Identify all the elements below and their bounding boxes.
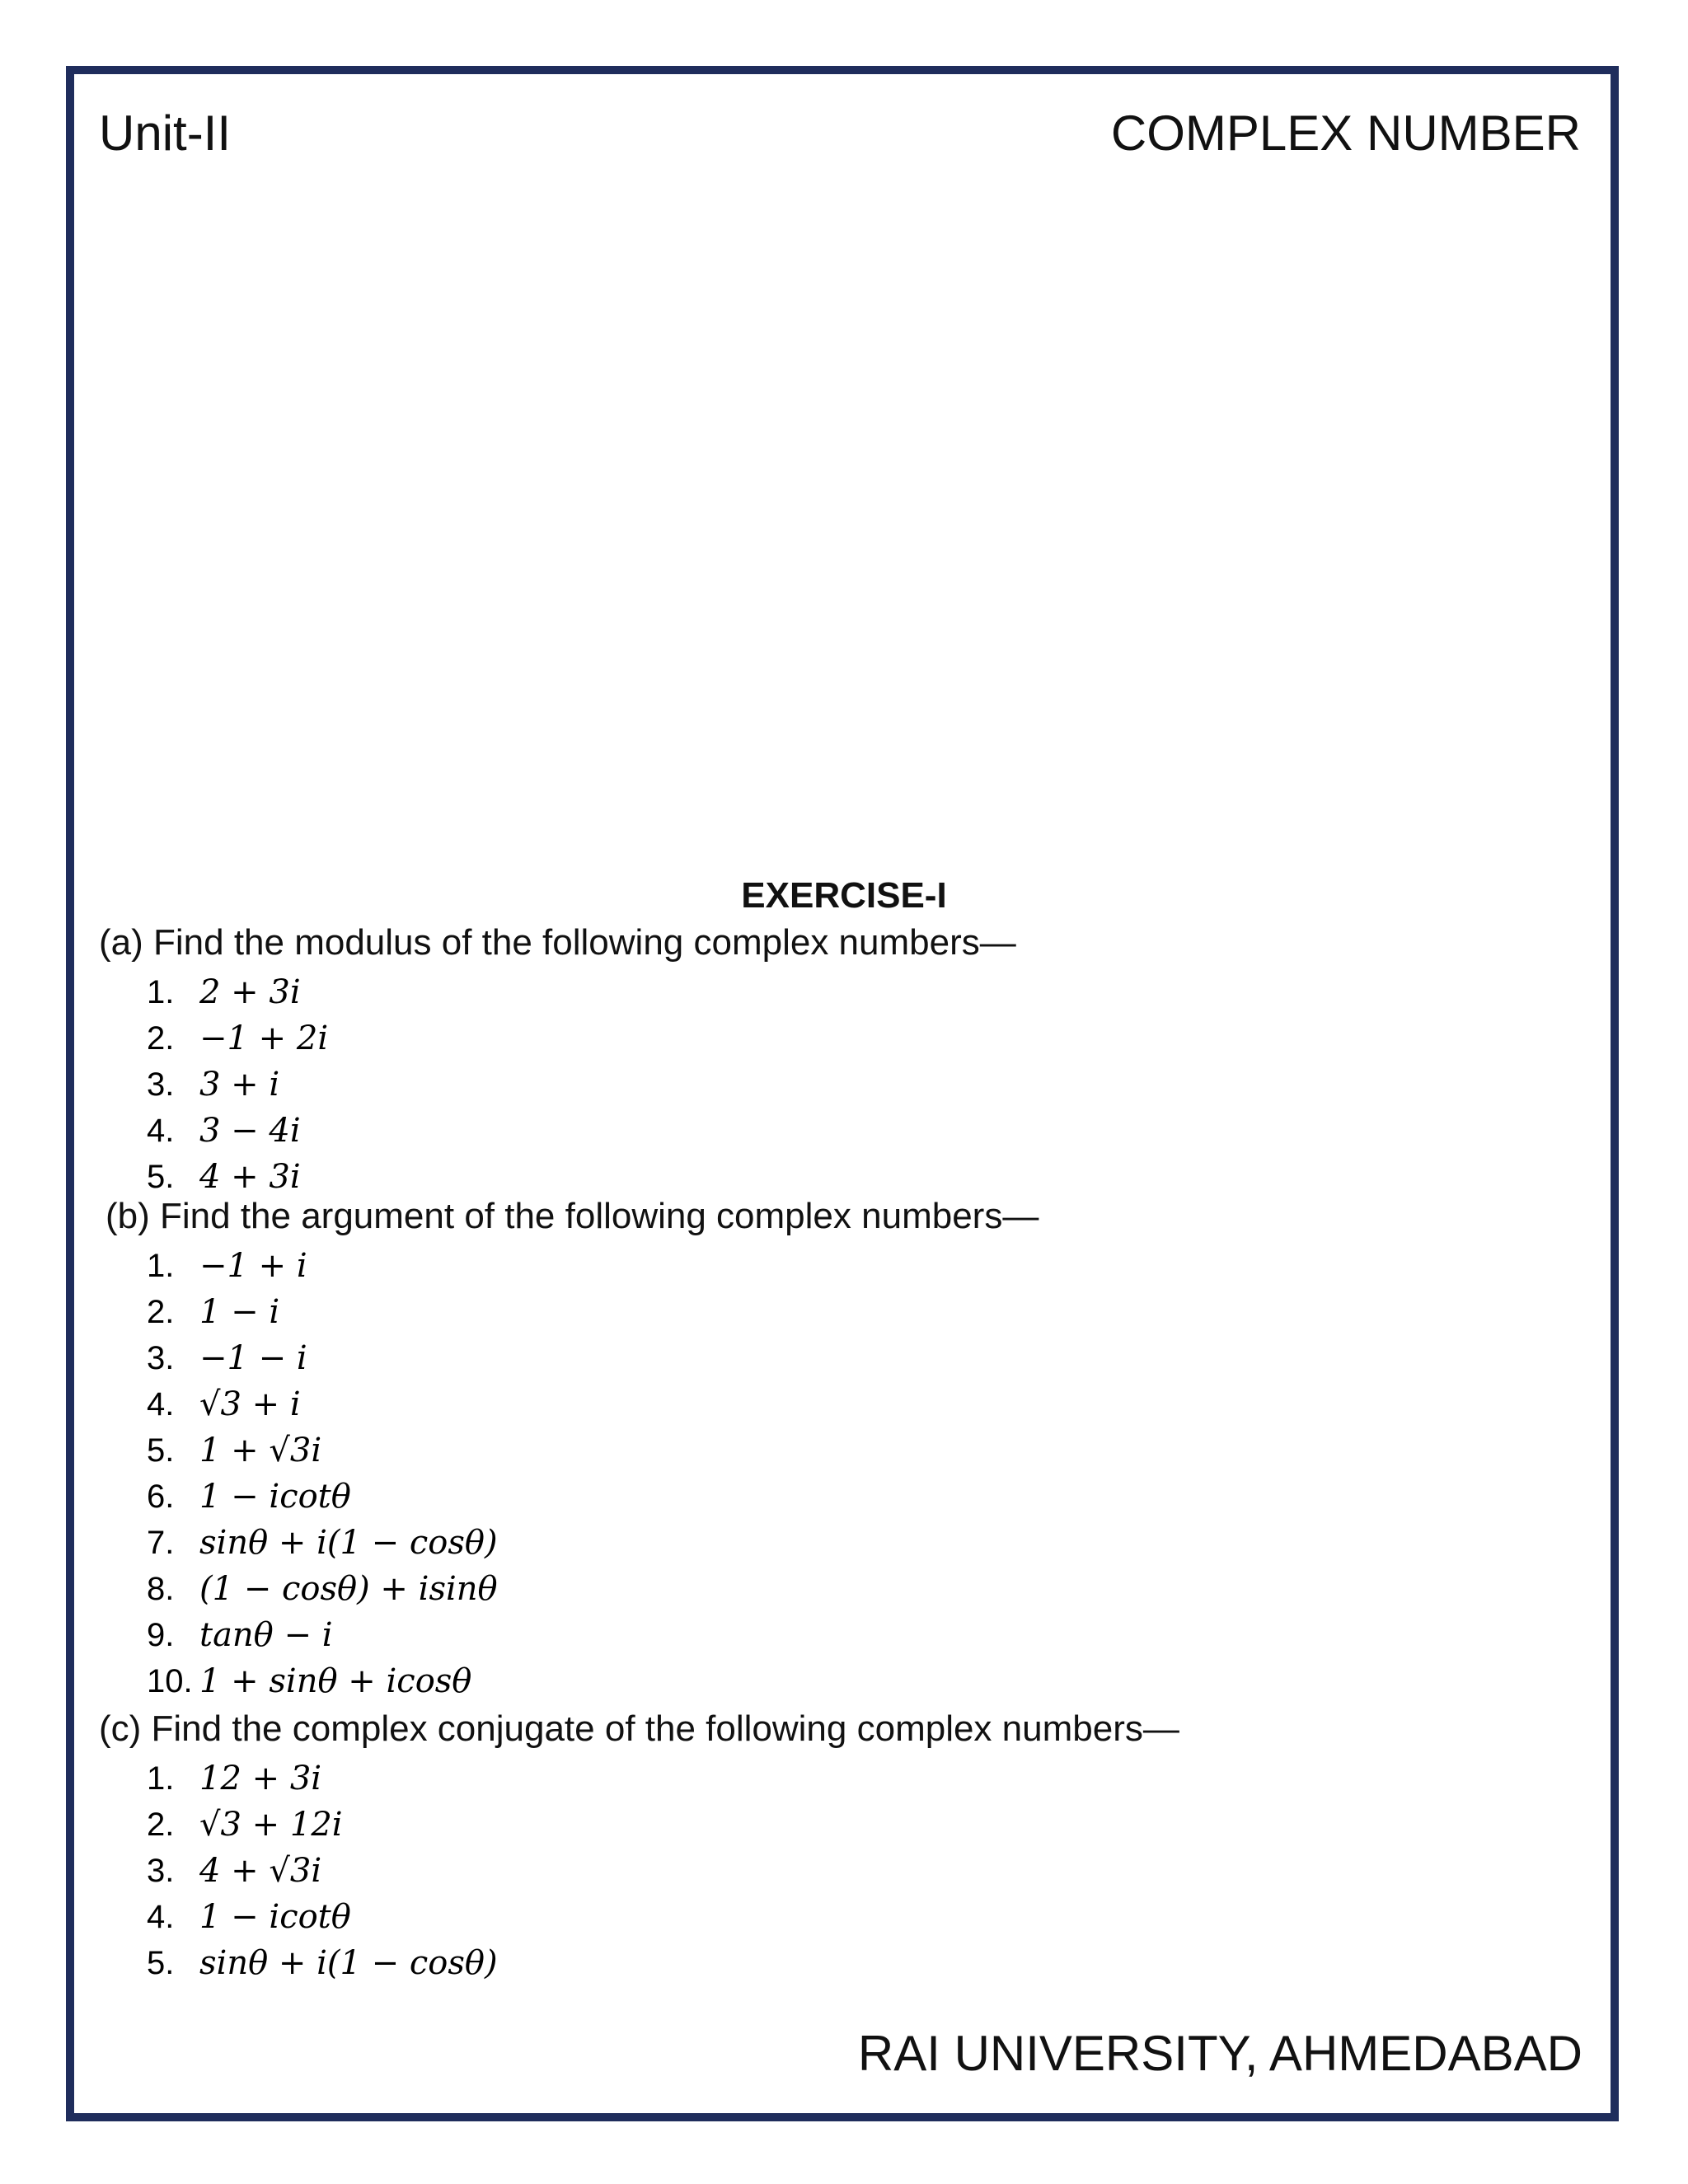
section-b-list [147,1243,498,1704]
list-item [147,969,328,1015]
list-item [147,1658,498,1704]
item-number: 3. [147,1853,175,1889]
section-b-heading: (b) Find the argument of the following complex numbers— [106,1196,1039,1236]
item-number: 2. [147,1294,175,1330]
item-number: 2. [147,1020,175,1057]
list-item [147,1243,498,1289]
item-expression: 3 − 4i [199,1112,301,1150]
item-number: 9. [147,1617,175,1653]
section-a-heading: (a) Find the modulus of the following complex numbers— [99,922,1016,963]
item-expression: 1 − icotθ [199,1898,351,1936]
item-number: 1. [147,1760,175,1797]
list-item [147,1802,498,1848]
list-item [147,1154,328,1200]
item-expression: 1 − icotθ [199,1478,351,1516]
item-expression: tanθ − i [199,1616,333,1654]
item-expression: (1 − cosθ) + isinθ [199,1570,498,1608]
item-number: 3. [147,1066,175,1103]
item-expression: −1 + i [199,1247,307,1285]
item-expression: −1 + 2i [199,1019,329,1057]
list-item [147,1015,328,1062]
section-c-heading: (c) Find the complex conjugate of the following complex numbers— [99,1708,1179,1749]
item-number: 4. [147,1113,175,1149]
item-expression: 3 + i [199,1066,280,1104]
item-expression: 1 + sinθ + icosθ [199,1662,472,1700]
footer-institution: RAI UNIVERSITY, AHMEDABAD [857,2026,1582,2081]
item-number: 7. [147,1525,175,1561]
item-number: 5. [147,1432,175,1469]
item-number: 1. [147,974,175,1010]
list-item [147,1848,498,1894]
section-c-list [147,1755,498,1986]
list-item [147,1940,498,1986]
item-expression: 2 + 3i [199,973,301,1011]
list-item [147,1755,498,1802]
list-item [147,1335,498,1381]
unit-label: Unit-II [99,105,232,161]
item-expression: 1 − i [199,1293,280,1331]
section-a-list [147,969,328,1200]
topic-title: COMPLEX NUMBER [1110,105,1581,161]
list-item [147,1612,498,1658]
list-item [147,1566,498,1612]
item-number: 4. [147,1899,175,1935]
item-expression: 4 + 3i [199,1158,301,1196]
item-number: 5. [147,1945,175,1981]
item-expression: √3 + 12i [199,1806,343,1844]
item-number: 4. [147,1386,175,1422]
list-item [147,1381,498,1427]
list-item [147,1108,328,1154]
item-number: 1. [147,1248,175,1284]
item-expression: 4 + √3i [199,1852,322,1890]
item-number: 5. [147,1159,175,1195]
item-expression: sinθ + i(1 − cosθ) [199,1524,498,1562]
list-item [147,1289,498,1335]
list-item [147,1427,498,1474]
item-number: 2. [147,1807,175,1843]
item-expression: 12 + 3i [199,1760,322,1797]
exercise-title: EXERCISE-I [741,875,947,916]
item-expression: √3 + i [199,1385,301,1423]
list-item [147,1062,328,1108]
list-item [147,1520,498,1566]
item-number: 6. [147,1479,175,1515]
item-number: 8. [147,1571,175,1607]
item-expression: 1 + √3i [199,1432,322,1469]
item-number: 10. [147,1663,193,1699]
item-number: 3. [147,1340,175,1376]
item-expression: sinθ + i(1 − cosθ) [199,1944,498,1982]
list-item [147,1474,498,1520]
item-expression: −1 − i [199,1339,307,1377]
list-item [147,1894,498,1940]
